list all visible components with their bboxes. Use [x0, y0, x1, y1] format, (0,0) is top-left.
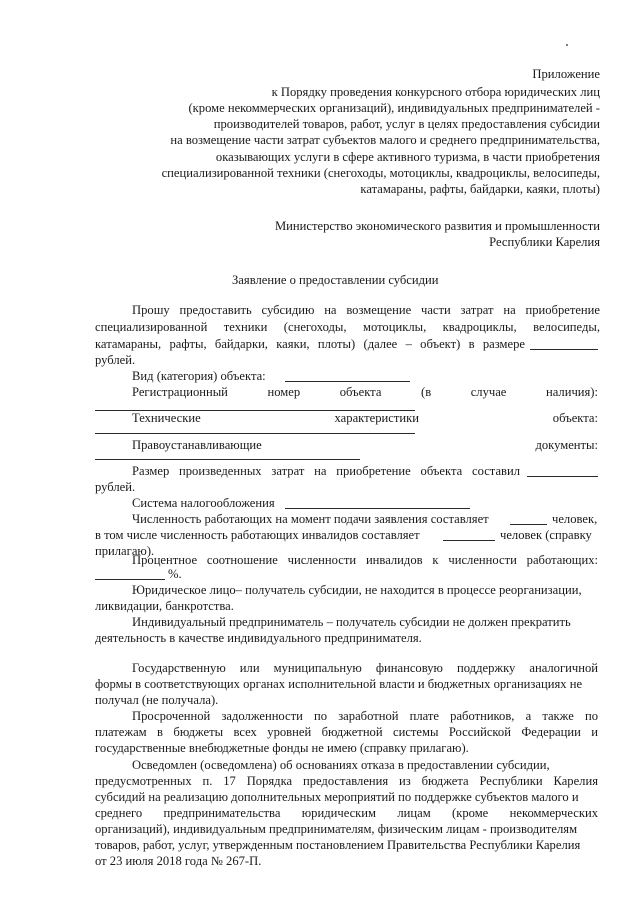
statement-line: Индивидуальный предприниматель – получатель субсидии не должен прекратить — [132, 615, 571, 629]
staff-count-blank[interactable] — [510, 524, 547, 525]
statement-line: предусмотренных п. 17 Порядка предоставления из бюджета Республики Карелия — [95, 774, 598, 788]
object-type-label: Вид (категория) объекта: — [132, 369, 266, 383]
document-heading: Заявление о предоставлении субсидии — [232, 273, 439, 287]
statement-line: субсидий на реализацию дополнительных мероприятий по поддержке субъектов малого и — [95, 790, 579, 804]
disabled-staff-label: в том числе численность работающих инвалидов составляет — [95, 528, 420, 542]
tax-system-label: Система налогообложения — [132, 496, 275, 510]
staff-note: прилагаю). — [95, 544, 155, 558]
appendix-line: (кроме некоммерческих организаций), индивидуальных предпринимателей - — [188, 101, 600, 115]
tech-specs-label: Технические характеристики объекта: — [132, 411, 598, 425]
title-docs-label: Правоустанавливающие документы: — [132, 438, 598, 452]
staff-label: Численность работающих на момент подачи заявления составляет — [132, 512, 489, 526]
disabled-staff-blank[interactable] — [443, 540, 495, 541]
appendix-line: производителей товаров, работ, услуг в целях предоставления субсидии — [213, 117, 600, 131]
statement-line: деятельность в качестве индивидуального предпринимателя. — [95, 631, 422, 645]
costs-blank[interactable] — [527, 476, 598, 477]
title-docs-blank[interactable] — [95, 459, 360, 460]
ratio-blank[interactable] — [95, 579, 165, 580]
request-line: рублей. — [95, 353, 136, 367]
appendix-line: на возмещение части затрат субъектов малого и среднего предпринимательства, — [170, 133, 600, 147]
statement-line: получал (не получала). — [95, 693, 219, 707]
statement-line: Осведомлен (осведомлена) об основаниях отказа в предоставлении субсидии, — [132, 758, 550, 772]
appendix-line: оказывающих услуги в сфере активного туризма, в части приобретения — [215, 150, 600, 164]
costs-unit: рублей. — [95, 480, 136, 494]
appendix-title: Приложение — [532, 67, 600, 81]
ratio-unit: %. — [168, 567, 182, 581]
reg-number-label: Регистрационный номер объекта (в случае наличия): — [132, 385, 598, 399]
ratio-label: Процентное соотношение численности инвалидов к численности работающих: — [132, 553, 598, 567]
statement-line: ликвидации, банкротства. — [95, 599, 234, 613]
disabled-staff-unit: человек (справку — [500, 528, 592, 542]
costs-label: Размер произведенных затрат на приобретение объекта составил — [132, 464, 520, 478]
amount-blank[interactable] — [530, 349, 598, 350]
statement-line: от 23 июля 2018 года № 267-П. — [95, 854, 262, 868]
tax-system-blank[interactable] — [285, 508, 470, 509]
appendix-line: специализированной техники (снегоходы, мотоциклы, квадроциклы, велосипеды, — [161, 166, 600, 180]
staff-unit: человек, — [552, 512, 598, 526]
addressee-line: Министерство экономического развития и промышленности — [274, 219, 600, 233]
statement-line: среднего предпринимательства юридическим лицам (кроме некоммерческих — [95, 806, 598, 820]
statement-line: товаров, работ, услуг, утвержденным постановлением Правительства Республики Карелия — [95, 838, 581, 852]
object-type-blank[interactable] — [285, 381, 410, 382]
tech-specs-blank[interactable] — [95, 433, 415, 434]
statement-line: государственные внебюджетные фонды не имею (справку прилагаю). — [95, 741, 469, 755]
request-line: Прошу предоставить субсидию на возмещение части затрат на приобретение — [132, 303, 600, 317]
addressee-line: Республики Карелия — [489, 235, 600, 249]
appendix-line: к Порядку проведения конкурсного отбора юридических лиц — [271, 85, 600, 99]
statement-line: Юридическое лицо– получатель субсидии, не находится в процессе реорганизации, — [132, 583, 582, 597]
request-line: катамараны, рафты, байдарки, каяки, плоты) (далее – объект) в размере — [95, 337, 525, 351]
statement-line: Государственную или муниципальную финансовую поддержку аналогичной — [132, 661, 598, 675]
scan-speck — [566, 44, 568, 46]
statement-line: платежам в бюджеты всех уровней бюджетной системы Российской Федерации и — [95, 725, 598, 739]
statement-line: формы в соответствующих органах исполнительной власти и бюджетных организациях не — [95, 677, 583, 691]
appendix-line: катамараны, рафты, байдарки, каяки, плоты) — [360, 182, 600, 196]
request-line: специализированной техники (снегоходы, мотоциклы, квадроциклы, велосипеды, — [95, 320, 600, 334]
statement-line: Просроченной задолженности по заработной плате работников, а также по — [132, 709, 598, 723]
statement-line: организаций), индивидуальным предпринимателям, физическим лицам - производителям — [95, 822, 578, 836]
